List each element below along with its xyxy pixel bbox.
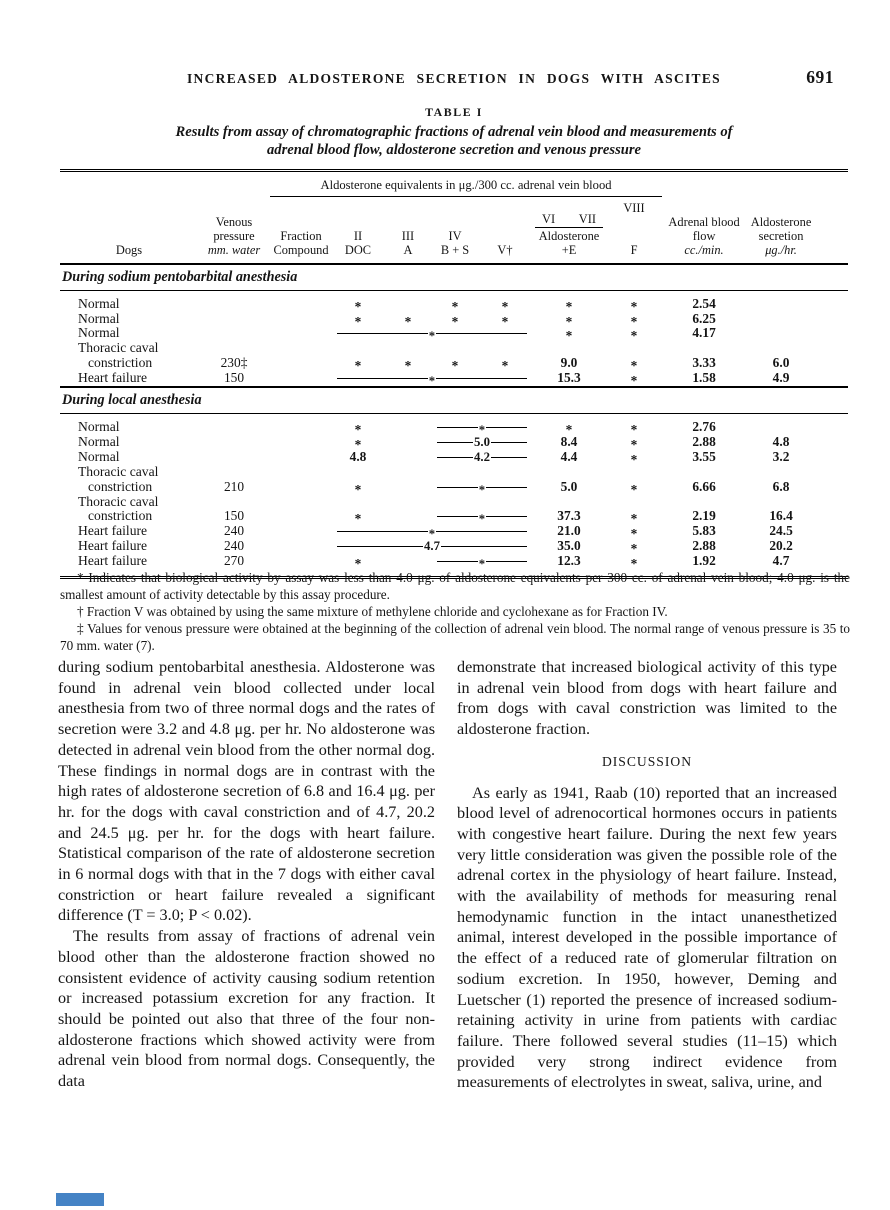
cell-aldosterone-e: * [565, 328, 573, 344]
cell-aldosterone-secretion: 4.9 [772, 370, 790, 386]
cell-fraction-f: * [630, 436, 638, 452]
section-label-row [60, 387, 848, 414]
col-header-spacer [816, 197, 848, 264]
cell-fraction-compound [270, 312, 332, 327]
cell-aldosterone-e: * [565, 298, 573, 314]
table-footnotes [60, 570, 850, 655]
table-row [60, 465, 848, 495]
span-line: * [337, 371, 527, 386]
cell-aldosterone-e: * [565, 422, 573, 438]
cell-fraction-value: * [404, 313, 412, 329]
table-row [60, 495, 848, 525]
span-line: * [437, 509, 527, 524]
table-label: TABLE I [425, 105, 483, 119]
body-paragraph: As early as 1941, Raab (10) reported that an increased blood level of adrenocortical hormones occurs in patients with congestive heart failure. During the next few years very little consideration was given the possible role of the adrenal cortex in the physiology of heart failure. Instead, with the availability of methods for measuring renal hemodynamic function in the intact unanesthetized animal, interest developed in the possible importance of the effect of a reduced rate of glomerular filtration on sodium excretion. In 1950, however, Deming and Luetscher (1) reported the presence of increased sodium-retaining activity in urine from patients with cardiac failure. There followed several studies (11–15) which provided very strong indirect evidence from measurements of electrolytes in sweat, saliva, urine, and [457, 783, 837, 1092]
cell-fraction-f: * [630, 298, 638, 314]
cell-dogs: Heart failure [78, 553, 148, 569]
fraction-line1: Fraction [280, 229, 322, 243]
col-header-fraction-v: V† [478, 197, 532, 264]
cell-fraction-value: * [354, 511, 362, 527]
cell-fraction-value: * [501, 298, 509, 314]
f-label: F [630, 242, 638, 257]
cell-aldosterone-secretion: 6.8 [772, 478, 790, 494]
cell-dogs: Thoracic caval constriction [78, 493, 159, 524]
span-line: * [337, 524, 527, 539]
cell-fraction-f: * [630, 328, 638, 344]
cell-venous-pressure: 150 [223, 370, 245, 386]
col-header-fraction-iv-bs: IV B + S [432, 197, 478, 264]
group-header-cell [270, 171, 662, 198]
table-group-header-row [60, 171, 848, 198]
venous-line1: Venous [215, 215, 253, 230]
cell-fraction-value: * [354, 556, 362, 572]
page-title: INCREASED ALDOSTERONE SECRETION IN DOGS WITH ASCITES [187, 71, 721, 86]
cell-aldosterone-e: 8.4 [560, 433, 578, 449]
cell-adrenal-blood-flow: 4.17 [692, 325, 716, 341]
cell-aldosterone-e: 12.3 [557, 553, 581, 569]
cell-aldosterone-e: 4.4 [560, 448, 578, 464]
cell-venous-pressure: 230‡ [220, 355, 248, 371]
cell-aldosterone-secretion [746, 312, 816, 327]
cell-adrenal-blood-flow: 3.55 [692, 448, 716, 464]
table-row [60, 414, 848, 435]
cell-venous-pressure: 210 [223, 478, 245, 494]
cell-fraction-value [384, 495, 432, 525]
col-header-venous-pressure [198, 197, 270, 264]
cell-aldosterone-e: 21.0 [557, 523, 581, 539]
cell-fraction-compound [270, 495, 332, 525]
span-line: * [437, 554, 527, 569]
cell-adrenal-blood-flow: 1.92 [692, 553, 716, 569]
table-caption [60, 124, 848, 159]
cell-adrenal-blood-flow: 2.88 [692, 433, 716, 449]
highlight-artifact [56, 1193, 104, 1206]
table-caption-line2: adrenal blood flow, aldosterone secretion and venous pressure [266, 141, 642, 158]
cell-fraction-compound [270, 414, 332, 435]
cell-venous-pressure [198, 326, 270, 341]
col-header-fraction-viii-f [606, 197, 662, 264]
cell-fraction-value: 4.8 [349, 448, 367, 464]
cell-dogs: Heart failure [78, 523, 148, 539]
cell-venous-pressure: 270 [223, 553, 245, 569]
span-line: 4.7 [337, 539, 527, 554]
table-row [60, 524, 848, 539]
table-row [60, 371, 848, 387]
cell-fraction-value [384, 414, 432, 435]
vi-vii-labels: VI VII [535, 213, 603, 228]
results-table [60, 169, 848, 579]
cell-venous-pressure: 150 [223, 508, 245, 524]
cell-fraction-value: * [451, 298, 459, 314]
cell-aldosterone-secretion: 4.7 [772, 553, 790, 569]
cell-fraction-compound [270, 465, 332, 495]
section-label: During local anesthesia [60, 387, 848, 414]
cell-fraction-f: * [630, 373, 638, 389]
cell-dogs: Heart failure [78, 370, 148, 386]
cell-fraction-value [432, 495, 532, 525]
cell-fraction-f: * [630, 541, 638, 557]
cell-dogs: Normal [78, 433, 120, 449]
section-heading-discussion: DISCUSSION [601, 753, 693, 769]
cell-fraction-value [384, 465, 432, 495]
cell-adrenal-blood-flow: 2.19 [692, 508, 716, 524]
left-column [58, 657, 435, 1093]
table-row [60, 450, 848, 465]
cell-fraction-value: * [354, 422, 362, 438]
cell-adrenal-blood-flow: 6.66 [692, 478, 716, 494]
cell-aldosterone-e: 5.0 [560, 478, 578, 494]
cell-venous-pressure: 240 [223, 538, 245, 554]
span-line: * [437, 420, 527, 435]
cell-fraction-f: * [630, 313, 638, 329]
group-header-text: Aldosterone equivalents in μg./300 cc. adrenal vein blood [270, 172, 662, 197]
cell-dogs: Thoracic caval constriction [78, 463, 159, 494]
cell-fraction-value: * [354, 298, 362, 314]
table-row [60, 341, 848, 371]
cell-fraction-f: * [630, 526, 638, 542]
table-rows [60, 264, 848, 578]
table-row [60, 312, 848, 327]
col-header-aldosterone-secretion: Aldosterone secretion μg./hr. [746, 197, 816, 264]
cell-fraction-value [384, 290, 432, 311]
table-caption-line1: Results from assay of chromatographic fractions of adrenal vein blood and measurements of [175, 124, 733, 140]
viii-label: VIII [623, 201, 645, 215]
table-row [60, 290, 848, 311]
cell-aldosterone-secretion: 6.0 [772, 355, 790, 371]
cell-fraction-value: * [404, 358, 412, 374]
cell-aldosterone-secretion: 20.2 [769, 538, 793, 554]
cell-adrenal-blood-flow: 2.88 [692, 538, 716, 554]
cell-dogs: Normal [78, 448, 120, 464]
cell-aldosterone-e: 37.3 [557, 508, 581, 524]
cell-venous-pressure [198, 450, 270, 465]
cell-fraction-value [332, 371, 532, 387]
cell-aldosterone-secretion: 3.2 [772, 448, 790, 464]
cell-fraction-value: * [451, 358, 459, 374]
cell-fraction-compound [270, 435, 332, 450]
body-paragraph: during sodium pentobarbital anesthesia. Aldosterone was found in adrenal vein blood collected under local anesthesia from two of three normal dogs and the rates of secretion were 3.2 and 4.8 μg. per hr. No aldosterone was detected in adrenal vein blood from the other normal dog. These findings in normal dogs are in contrast with the high rates of aldosterone secretion of 6.8 and 16.4 μg. per hr. for the dogs with caval constriction and of 4.7, 20.2 and 24.5 μg. per hr. for the dogs with heart failure. Statistical comparison of the rate of aldosterone secretion in 6 normal dogs with that in the 7 dogs with either caval constriction or heart failure revealed a significant difference (T = 3.0; P < 0.02). [58, 658, 435, 925]
cell-adrenal-blood-flow: 5.83 [692, 523, 716, 539]
cell-fraction-compound [270, 326, 332, 341]
col-header-fraction-ii-doc: II DOC [332, 197, 384, 264]
cell-adrenal-blood-flow: 3.33 [692, 355, 716, 371]
cell-aldosterone-secretion [746, 326, 816, 341]
footnote: ‡ Values for venous pressure were obtained at the beginning of the collection of adrenal vein blood. The normal range of venous pressure is 35 to 70 mm. water (7). [60, 620, 850, 653]
cell-fraction-value: * [501, 313, 509, 329]
cell-fraction-value [432, 465, 532, 495]
cell-aldosterone-secretion [746, 290, 816, 311]
cell-aldosterone-e: 15.3 [557, 370, 581, 386]
span-line: 5.0 [437, 435, 527, 450]
cell-venous-pressure [198, 290, 270, 311]
cell-fraction-value: * [354, 481, 362, 497]
col-header-fraction-compound [270, 197, 332, 264]
cell-adrenal-blood-flow: 6.25 [692, 310, 716, 326]
cell-fraction-compound [270, 341, 332, 371]
cell-aldosterone-secretion: 4.8 [772, 433, 790, 449]
cell-aldosterone-e: 35.0 [557, 538, 581, 554]
cell-fraction-compound [270, 290, 332, 311]
cell-fraction-value: * [354, 436, 362, 452]
cell-venous-pressure [198, 312, 270, 327]
footnote: † Fraction V was obtained by using the same mixture of methylene chloride and cyclohexane as for Fraction IV. [77, 603, 668, 619]
cell-venous-pressure: 240 [223, 523, 245, 539]
cell-dogs: Thoracic caval constriction [78, 340, 159, 371]
cell-venous-pressure [198, 435, 270, 450]
cell-dogs: Heart failure [78, 538, 148, 554]
cell-fraction-value: * [354, 313, 362, 329]
cell-aldosterone-secretion: 24.5 [769, 523, 793, 539]
table-row [60, 435, 848, 450]
venous-unit: mm. water [207, 242, 261, 257]
cell-adrenal-blood-flow: 1.58 [692, 370, 716, 386]
cell-dogs: Normal [78, 310, 120, 326]
col-header-fraction-iii-a: III A [384, 197, 432, 264]
cell-fraction-compound [270, 371, 332, 387]
cell-fraction-f: * [630, 422, 638, 438]
cell-fraction-f: * [630, 358, 638, 374]
cell-aldosterone-secretion: 16.4 [769, 508, 793, 524]
cell-fraction-value: * [501, 358, 509, 374]
table-row [60, 539, 848, 554]
footnote: * Indicates that biological activity by assay was less than 4.0 μg. of aldosterone equivalents per 300 cc. of adrenal vein blood; 4.0 μg. is the smallest amount of activity detectable by this assay procedure. [60, 570, 850, 602]
cell-aldosterone-e: * [565, 313, 573, 329]
col-header-dogs: Dogs [60, 197, 198, 264]
body-paragraph: The results from assay of fractions of adrenal vein blood other than the aldosterone fraction showed no consistent evidence of activity causing sodium retention or increased potassium excretion for any fraction. It should be pointed out also that three of the four non-aldosterone fractions which showed activity were from adrenal vein blood from normal dogs. Consequently, the data [58, 927, 435, 1091]
body-text [58, 657, 837, 1093]
cell-fraction-f: * [630, 511, 638, 527]
cell-fraction-compound [270, 539, 332, 554]
right-column [457, 657, 837, 1093]
span-line: * [437, 480, 527, 495]
col-header-aldosterone-e: VI VII Aldosterone +E [532, 197, 606, 264]
cell-fraction-value: * [451, 313, 459, 329]
running-head [60, 67, 848, 87]
cell-venous-pressure [198, 414, 270, 435]
cell-fraction-value [432, 450, 532, 465]
cell-aldosterone-e: 9.0 [560, 355, 578, 371]
cell-fraction-value [332, 524, 532, 542]
cell-dogs: Normal [78, 325, 120, 341]
cell-adrenal-blood-flow: 2.54 [692, 295, 716, 311]
body-paragraph: demonstrate that increased biological activity of this type in adrenal vein blood from dogs with heart failure and from dogs with caval constriction was limited to the aldosterone fraction. [457, 658, 837, 739]
cell-fraction-f: * [630, 481, 638, 497]
cell-dogs: Normal [78, 295, 120, 311]
venous-line2: pressure [213, 229, 255, 243]
table-column-headers [60, 197, 848, 264]
cell-fraction-value: * [354, 358, 362, 374]
section-label-row [60, 264, 848, 291]
page-number: 691 [806, 67, 834, 87]
col-header-adrenal-blood-flow: Adrenal blood flow cc./min. [662, 197, 746, 264]
span-line: * [337, 326, 527, 341]
cell-fraction-f: * [630, 556, 638, 572]
span-line: 4.2 [437, 450, 527, 465]
cell-fraction-value [432, 414, 532, 438]
cell-adrenal-blood-flow: 2.76 [692, 419, 716, 435]
cell-fraction-value [384, 450, 432, 465]
cell-fraction-compound [270, 450, 332, 465]
cell-aldosterone-secretion [746, 414, 816, 435]
cell-fraction-f: * [630, 451, 638, 467]
cell-fraction-compound [270, 524, 332, 539]
section-label: During sodium pentobarbital anesthesia [60, 264, 848, 291]
fraction-line2: Compound [273, 242, 329, 257]
cell-fraction-value [384, 435, 432, 450]
cell-dogs: Normal [78, 419, 120, 435]
